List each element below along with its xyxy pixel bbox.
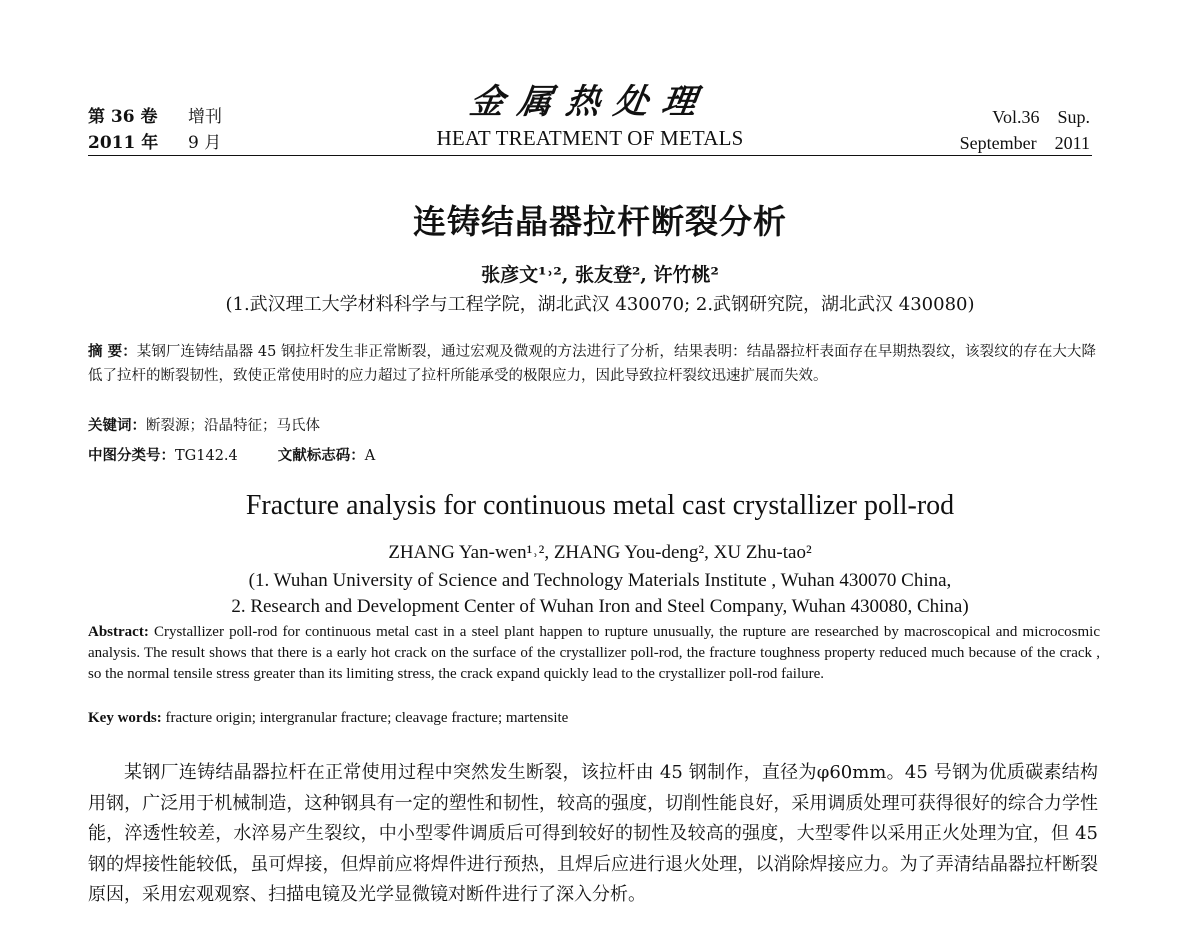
keywords-en bbox=[88, 710, 568, 727]
clc-value: TG142.4 bbox=[175, 448, 238, 464]
abstract-cn bbox=[88, 340, 1096, 388]
header-divider bbox=[88, 155, 1092, 156]
authors-en: ZHANG Yan-wen¹˒², ZHANG You-deng², XU Zhu-tao² bbox=[388, 542, 812, 563]
journal-logo-cn: 金属热处理 bbox=[467, 82, 713, 122]
keywords-cn-text: 断裂源；沿晶特征；马氏体 bbox=[146, 418, 320, 434]
affiliations-cn: (1.武汉理工大学材料科学与工程学院，湖北武汉 430070; 2.武钢研究院，湖北武汉 430080) bbox=[225, 294, 975, 315]
year-cn: 2011 年 bbox=[88, 133, 159, 153]
month-en: September bbox=[959, 133, 1037, 153]
keywords-cn bbox=[88, 414, 320, 435]
supplement-en: Sup. bbox=[1057, 107, 1090, 127]
authors-cn: 张彦文¹˒², 张友登², 许竹桃² bbox=[481, 264, 719, 286]
doc-code-label: 文献标志码： bbox=[277, 447, 365, 464]
volume-en: Vol.36 bbox=[992, 107, 1040, 127]
clc-label: 中图分类号： bbox=[88, 447, 175, 464]
issue-info-en bbox=[960, 104, 1090, 156]
body-paragraph: 某钢厂连铸结晶器拉杆在正常使用过程中突然发生断裂，该拉杆由 45 钢制作，直径为φ60mm。45 号钢为优质碳素结构用钢，广泛用于机械制造，这种钢具有一定的塑性和韧性，较高的强度，切削性能良好，采用调质处理可获得很好的综合力学性能，淬透性较差，水淬易产生裂纹，中小型零件调质后可得到较好的韧性及较高的强度，大型零件以采用正火处理为宜，但 45 钢的焊接性能较低，虽可焊接，但焊前应将焊件进行预热，且焊后应进行退火处理，以消除焊接应力。为了弄清结晶器拉杆断裂原因，采用宏观观察、扫描电镜及光学显微镜对断件进行了深入分析。 bbox=[88, 762, 1098, 905]
paper-title-cn: 连铸结晶器拉杆断裂分析 bbox=[413, 202, 787, 241]
journal-name-en: HEAT TREATMENT OF METALS bbox=[436, 126, 744, 150]
abstract-en bbox=[88, 622, 1100, 685]
keywords-cn-label: 关键词： bbox=[88, 417, 146, 434]
doc-code-value: A bbox=[364, 448, 376, 464]
keywords-en-text: fracture origin; intergranular fracture; cleavage fracture; martensite bbox=[161, 710, 569, 726]
issue-info-cn bbox=[88, 104, 248, 156]
supplement-cn: 增刊 bbox=[188, 107, 222, 127]
month-cn: 9 月 bbox=[188, 133, 222, 153]
abstract-en-label: Abstract: bbox=[88, 624, 149, 640]
affiliation-en-2: 2. Research and Development Center of Wuhan Iron and Steel Company, Wuhan 430080, China) bbox=[231, 596, 969, 617]
abstract-cn-label: 摘 要： bbox=[88, 343, 137, 360]
abstract-cn-text: 某钢厂连铸结晶器 45 钢拉杆发生非正常断裂，通过宏观及微观的方法进行了分析，结果表明：结晶器拉杆表面存在早期热裂纹，该裂纹的存在大大降低了拉杆的断裂韧性，致使正常使用时的应力超过了拉杆所能承受的极限应力，因此导致拉杆裂纹迅速扩展而失效。 bbox=[88, 344, 1096, 384]
volume-cn: 第 36 卷 bbox=[88, 107, 158, 127]
journal-masthead bbox=[380, 82, 800, 151]
paper-title-en: Fracture analysis for continuous metal cast crystallizer poll-rod bbox=[245, 490, 955, 521]
abstract-en-text: Crystallizer poll-rod for continuous metal cast in a steel plant happen to rupture unusually, the rupture are researched by macroscopical and microcosmic analysis. The result shows that there is a early hot crack on the surface of the crystallizer poll-rod, the fracture toughness property reduced much because of the crack , so the normal tensile stress greater than its limiting stress, the crack expand quickly lead to the crystallizer poll-rod failure. bbox=[88, 624, 1100, 682]
keywords-en-label: Key words: bbox=[88, 710, 162, 726]
year-en: 2011 bbox=[1054, 133, 1090, 153]
affiliation-en-1: (1. Wuhan University of Science and Technology Materials Institute , Wuhan 430070 China, bbox=[248, 570, 952, 591]
classification-cn bbox=[88, 444, 375, 465]
